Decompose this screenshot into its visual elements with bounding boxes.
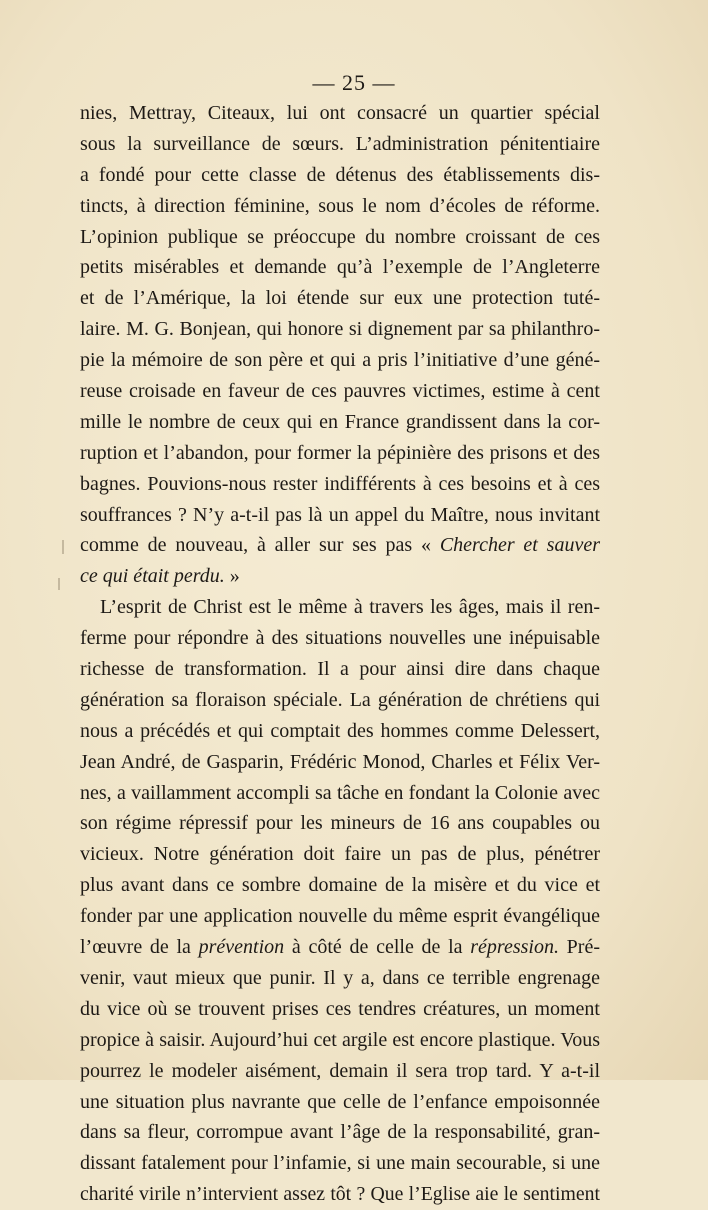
text-segment: reuse croisade en faveur de ces pauvres victimes, estime à cent (80, 380, 600, 403)
italic-text-segment: ce qui était perdu. (80, 565, 225, 588)
text-line (80, 129, 600, 160)
text-segment: vicieux. Notre génération doit faire un pas de plus, pénétrer (80, 843, 600, 866)
text-line (80, 685, 600, 716)
text-line (80, 376, 600, 407)
text-line (80, 901, 600, 932)
body-text (80, 98, 600, 1210)
text-segment: ferme pour répondre à des situations nouvelles une inépuisable (80, 627, 600, 650)
italic-text-segment: prévention (198, 936, 285, 959)
text-segment: une situation plus navrante que celle de l’enfance empoisonnée (80, 1090, 600, 1113)
text-line (80, 870, 600, 901)
text-line (80, 438, 600, 469)
text-line (80, 963, 600, 994)
text-segment: charité virile n’intervient assez tôt ? Que l’Eglise aie le sentiment (80, 1183, 600, 1206)
text-segment: venir, vaut mieux que punir. Il y a, dans ce terrible engrenage (80, 966, 600, 989)
text-segment: plus avant dans ce sombre domaine de la misère et du vice et (80, 874, 600, 897)
italic-text-segment: répression. (470, 936, 559, 959)
text-line (80, 283, 600, 314)
text-segment: mille le nombre de ceux qui en France grandissent dans la cor- (80, 410, 600, 433)
text-segment: sous la surveillance de sœurs. L’administration pénitentiaire (80, 132, 600, 155)
text-segment: ruption et l’abandon, pour former la pépinière des prisons et des (80, 441, 600, 464)
text-segment: propice à saisir. Aujourd’hui cet argile est encore plastique. Vous (80, 1028, 600, 1051)
text-segment: richesse de transformation. Il a pour ainsi dire dans chaque (80, 658, 600, 681)
text-line (80, 1025, 600, 1056)
text-line (80, 98, 600, 129)
text-line (80, 623, 600, 654)
text-segment: nous a précédés et qui comptait des hommes comme Delessert, (80, 719, 600, 742)
text-segment: nes, a vaillamment accompli sa tâche en fondant la Colonie avec (80, 781, 600, 804)
text-line (80, 1179, 600, 1210)
text-segment: à côté de celle de la (284, 936, 471, 959)
page-number: — 25 — (312, 70, 396, 95)
text-line (80, 1056, 600, 1087)
margin-mark (62, 540, 64, 554)
text-line (80, 407, 600, 438)
text-segment: bagnes. Pouvions-nous rester indifférents à ces besoins et à ces (80, 472, 600, 495)
text-segment: et de l’Amérique, la loi étende sur eux une protection tuté- (80, 287, 600, 310)
text-line (80, 500, 600, 531)
text-line (80, 839, 600, 870)
text-line (80, 1087, 600, 1118)
italic-text-segment: Chercher et sauver (439, 534, 600, 557)
text-line (80, 252, 600, 283)
text-segment: du vice où se trouvent prises ces tendres créatures, un moment (80, 997, 600, 1020)
text-segment: comme de nouveau, à aller sur ses pas « (80, 534, 440, 557)
text-segment: pourrez le modeler aisément, demain il sera trop tard. Y a-t-il (80, 1059, 600, 1082)
text-line (80, 1148, 600, 1179)
text-line (80, 314, 600, 345)
text-line (80, 808, 600, 839)
text-segment: » (224, 565, 240, 588)
text-segment: petits misérables et demande qu’à l’exemple de l’Angleterre (80, 256, 600, 279)
text-line (80, 716, 600, 747)
text-segment: pie la mémoire de son père et qui a pris l’initiative d’une géné- (80, 349, 600, 372)
text-line (80, 469, 600, 500)
text-line (80, 778, 600, 809)
text-line (80, 1117, 600, 1148)
text-segment: tincts, à direction féminine, sous le nom d’écoles de réforme. (80, 194, 600, 217)
text-segment: son régime répressif pour les mineurs de 16 ans coupables ou (80, 812, 600, 835)
text-segment: nies, Mettray, Citeaux, lui ont consacré un quartier spécial (80, 102, 600, 124)
text-line (80, 345, 600, 376)
text-line (80, 561, 600, 592)
margin-mark (58, 578, 60, 590)
text-segment: fonder par une application nouvelle du même esprit évangélique (80, 905, 600, 928)
text-segment: l’œuvre de la (80, 936, 199, 959)
text-segment: laire. M. G. Bonjean, qui honore si dignement par sa philanthro- (80, 318, 600, 341)
text-line (80, 994, 600, 1025)
text-segment: dissant fatalement pour l’infamie, si une main secourable, si une (80, 1152, 600, 1175)
text-line (80, 191, 600, 222)
text-line (80, 747, 600, 778)
text-segment: L’opinion publique se préoccupe du nombre croissant de ces (80, 225, 600, 248)
text-line (80, 592, 600, 623)
text-segment: a fondé pour cette classe de détenus des établissements dis- (80, 163, 600, 186)
text-line (80, 932, 600, 963)
text-line (80, 530, 600, 561)
text-segment: Pré- (558, 936, 600, 959)
text-line (80, 654, 600, 685)
text-segment: dans sa fleur, corrompue avant l’âge de la responsabilité, gran- (80, 1121, 600, 1144)
text-segment: L’esprit de Christ est le même à travers les âges, mais il ren- (100, 596, 600, 619)
text-segment: Jean André, de Gasparin, Frédéric Monod, Charles et Félix Ver- (80, 750, 600, 773)
text-line (80, 160, 600, 191)
text-line (80, 222, 600, 253)
text-segment: souffrances ? N’y a-t-il pas là un appel du Maître, nous invitant (80, 503, 600, 526)
text-segment: génération sa floraison spéciale. La génération de chrétiens qui (80, 688, 600, 711)
